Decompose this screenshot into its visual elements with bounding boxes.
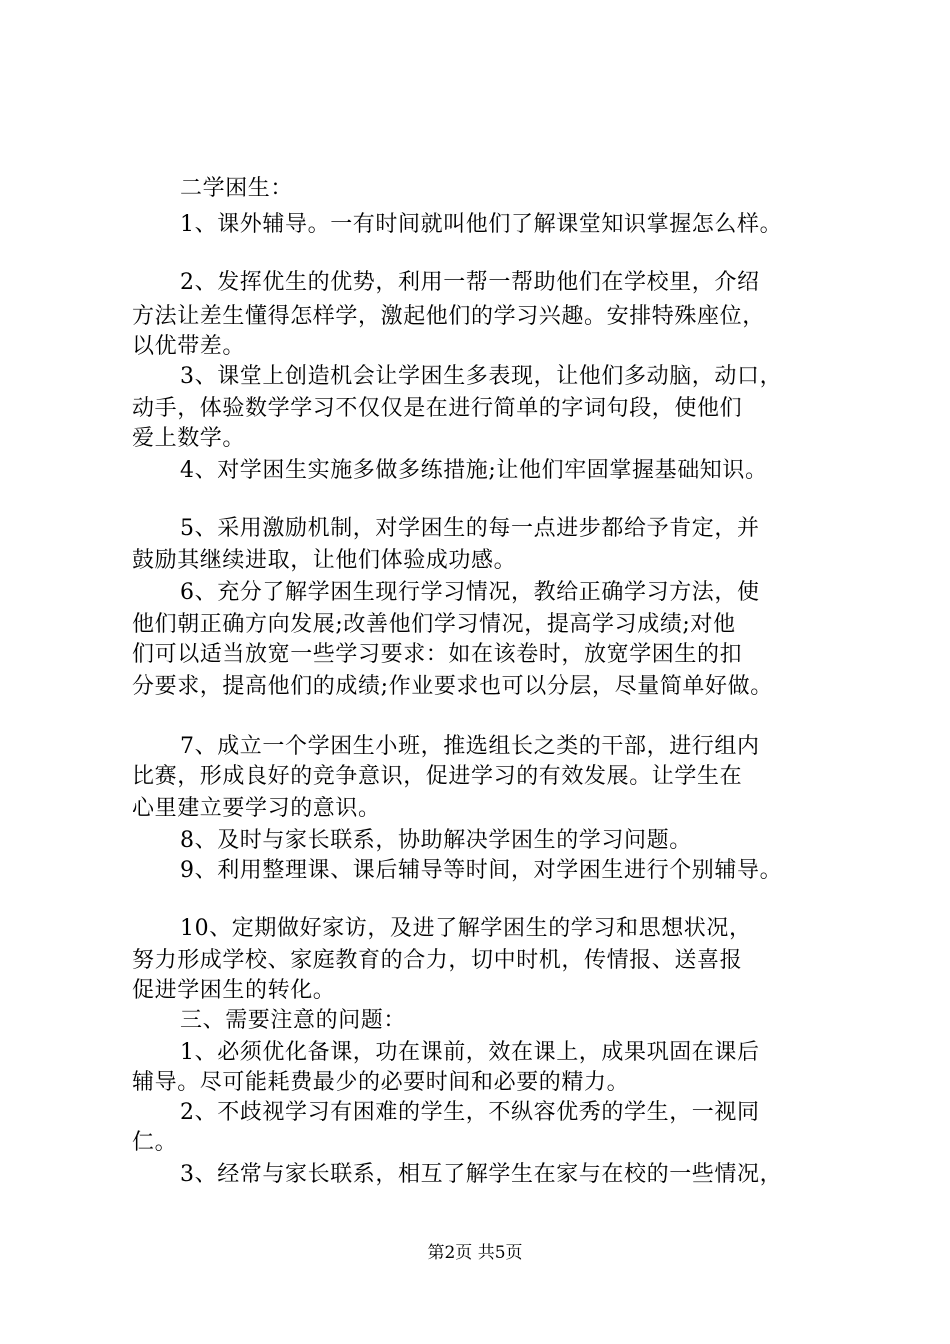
paragraph-line: 3、经常与家长联系，相互了解学生在家与在校的一些情况， (180, 1162, 783, 1187)
paragraph-line: 辅导。尽可能耗费最少的必要时间和必要的精力。 (132, 1070, 630, 1095)
paragraph-line: 8、及时与家长联系，协助解决学困生的学习问题。 (180, 828, 692, 853)
paragraph-line: 方法让差生懂得怎样学，激起他们的学习兴趣。安排特殊座位， (132, 304, 765, 329)
paragraph-line: 9、利用整理课、课后辅导等时间，对学困生进行个别辅导。 (180, 858, 783, 883)
paragraph-line: 分要求，提高他们的成绩;作业要求也可以分层，尽量简单好做。 (132, 674, 773, 699)
paragraph-line: 10、定期做好家访，及进了解学困生的学习和思想状况， (180, 916, 752, 941)
paragraph-line: 7、成立一个学困生小班，推选组长之类的干部，进行组内 (180, 734, 760, 759)
paragraph-line: 以优带差。 (132, 334, 246, 359)
paragraph-line: 1、必须优化备课，功在课前，效在课上，成果巩固在课后 (180, 1040, 760, 1065)
paragraph-line: 3、课堂上创造机会让学困生多表现，让他们多动脑，动口， (180, 364, 783, 389)
paragraph-line: 2、不歧视学习有困难的学生，不纵容优秀的学生，一视同 (180, 1100, 760, 1125)
paragraph-line: 促进学困生的转化。 (132, 978, 336, 1003)
paragraph-line: 4、对学困生实施多做多练措施;让他们牢固掌握基础知识。 (180, 458, 768, 483)
section-heading: 三、需要注意的问题： (180, 1008, 407, 1033)
paragraph-line: 5、采用激励机制，对学困生的每一点进步都给予肯定，并 (180, 516, 760, 541)
paragraph-line: 动手，体验数学学习不仅仅是在进行简单的字词句段，使他们 (132, 396, 743, 421)
paragraph-line: 仁。 (132, 1130, 178, 1155)
paragraph-line: 爱上数学。 (132, 426, 246, 451)
section-heading: 二学困生： (180, 176, 294, 201)
paragraph-line: 心里建立要学习的意识。 (132, 796, 381, 821)
paragraph-line: 鼓励其继续进取，让他们体验成功感。 (132, 548, 517, 573)
paragraph-line: 努力形成学校、家庭教育的合力，切中时机，传情报、送喜报 (132, 948, 743, 973)
paragraph-line: 们可以适当放宽一些学习要求：如在该卷时，放宽学困生的扣 (132, 642, 743, 667)
paragraph-line: 他们朝正确方向发展;改善他们学习情况，提高学习成绩;对他 (132, 612, 736, 637)
paragraph-line: 6、充分了解学困生现行学习情况，教给正确学习方法，使 (180, 580, 760, 605)
paragraph-line: 2、发挥优生的优势，利用一帮一帮助他们在学校里，介绍 (180, 270, 760, 295)
page-number-footer: 第2页 共5页 (427, 1243, 523, 1263)
paragraph-line: 1、课外辅导。一有时间就叫他们了解课堂知识掌握怎么样。 (180, 212, 783, 237)
paragraph-line: 比赛，形成良好的竞争意识，促进学习的有效发展。让学生在 (132, 764, 743, 789)
